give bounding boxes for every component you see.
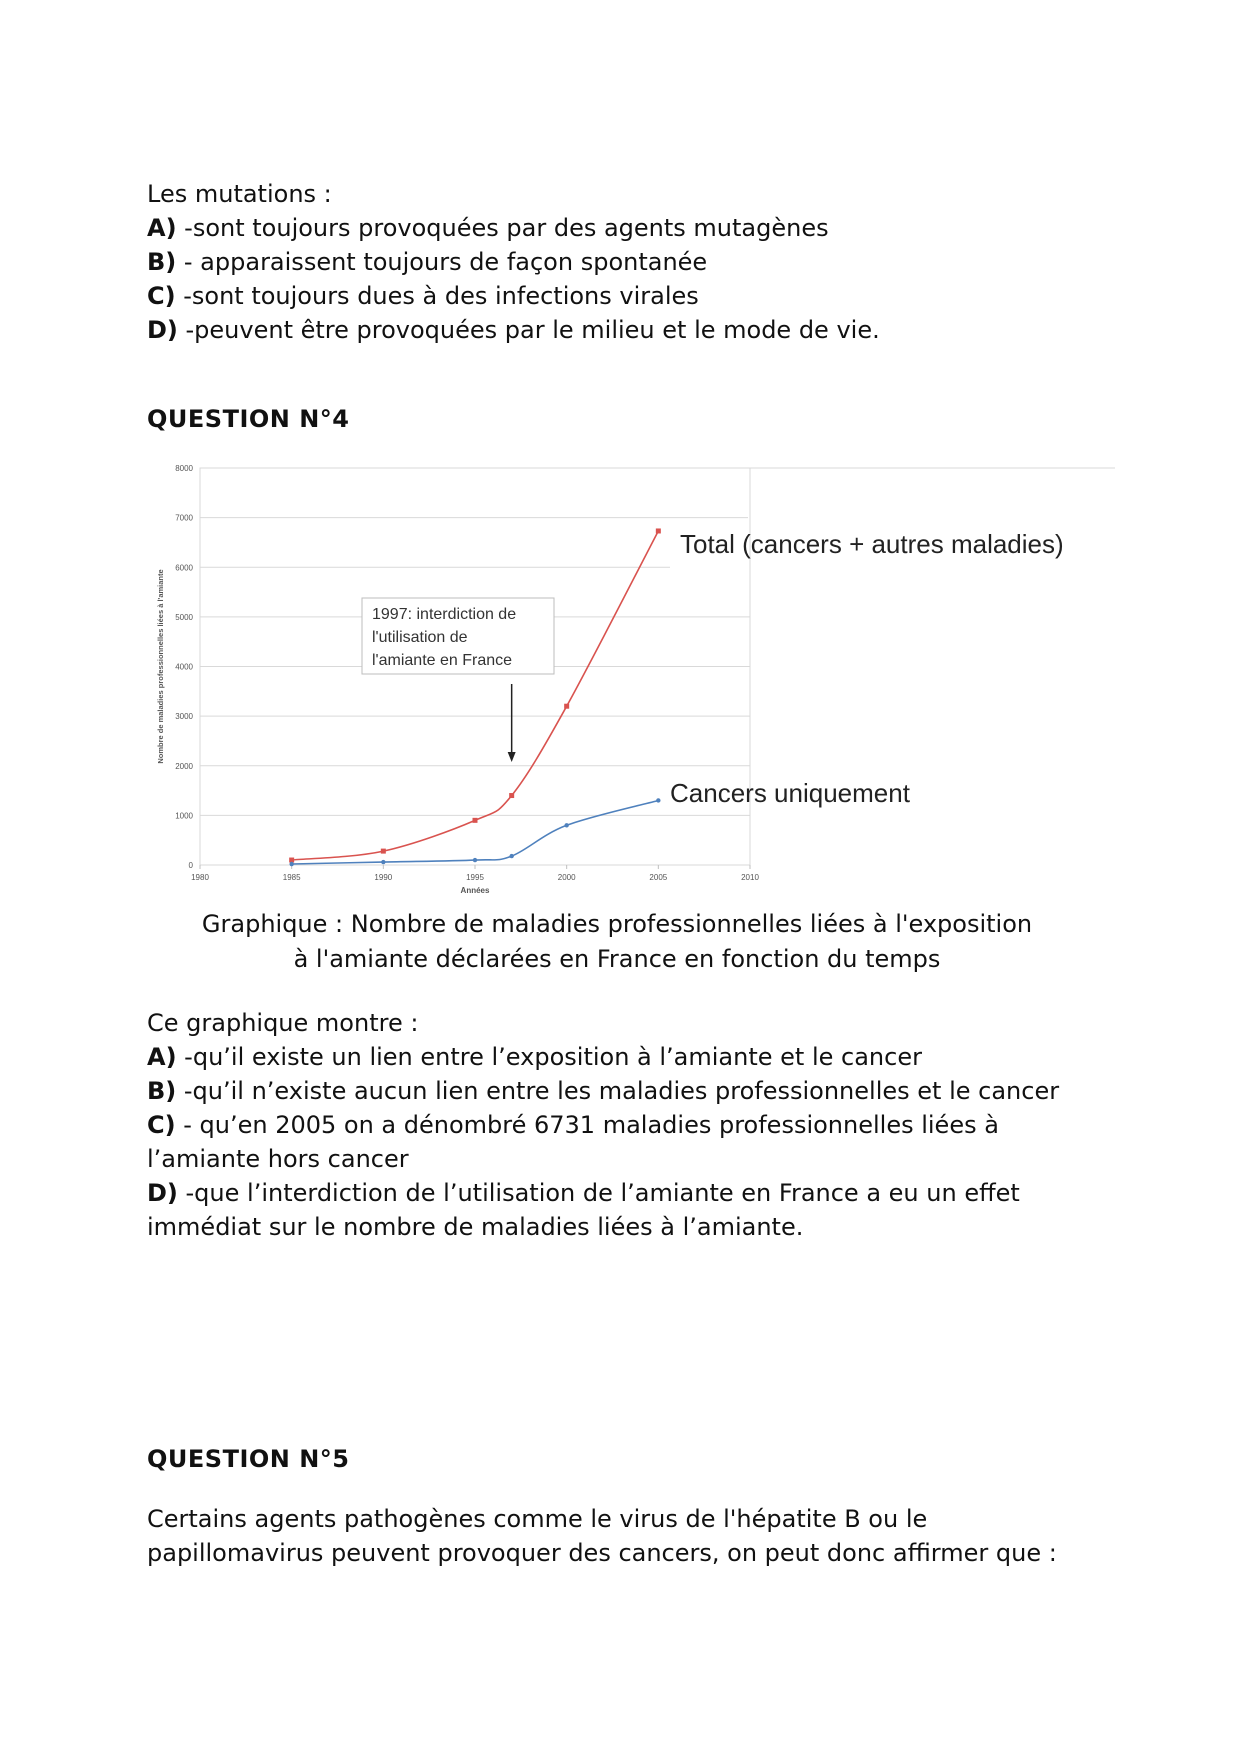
option-c: C) - qu’en 2005 on a dénombré 6731 maladies professionnelles liées à l’amiante hors cancer (147, 1111, 999, 1173)
caption-line-1: Graphique : Nombre de maladies professionnelles liées à l'exposition (201, 910, 1033, 938)
option-b: B) - apparaissent toujours de façon spontanée (147, 248, 708, 276)
annotation-text: l'utilisation de (372, 629, 468, 646)
cancers-data-point (473, 858, 477, 862)
cancers-data-point (656, 798, 660, 802)
total-data-point (656, 528, 661, 533)
annotation-text: l'amiante en France (372, 652, 513, 669)
y-tick-label: 1000 (175, 811, 193, 821)
y-tick-label: 3000 (175, 712, 193, 722)
y-axis-title: Nombre de maladies professionnelles liées à l'amiante (156, 569, 165, 764)
option-d: D) -que l’interdiction de l’utilisation de l’amiante en France a eu un effet immédiat sur le nombre de maladies liées à l’amiante. (147, 1179, 1020, 1241)
question-3-intro: Les mutations : (147, 180, 332, 208)
option-b: B) -qu’il n’existe aucun lien entre les maladies professionnelles et le cancer (147, 1077, 1060, 1105)
legend-total: Total (cancers + autres maladies) (680, 529, 1064, 559)
x-tick-label: 2005 (649, 873, 668, 882)
question-5-text: Certains agents pathogènes comme le virus de l'hépatite B ou le papillomavirus peuvent provoquer des cancers, on peut donc affirmer que : (147, 1505, 1057, 1567)
x-tick-label: 1980 (191, 873, 209, 882)
cancers-data-point (289, 862, 293, 866)
question-4-block (147, 1006, 1097, 1244)
annotation-arrow-head (508, 752, 516, 762)
cancers-data-point (564, 823, 568, 827)
total-series-line (292, 531, 659, 860)
question-4-title: QUESTION N°4 (147, 405, 350, 433)
x-tick-label: 1985 (282, 873, 301, 882)
question-3-block (147, 177, 880, 347)
y-tick-label: 8000 (175, 464, 193, 473)
y-tick-label: 4000 (175, 662, 193, 672)
y-tick-label: 6000 (175, 563, 193, 573)
annotation-text: 1997: interdiction de (372, 606, 517, 623)
option-d: D) -peuvent être provoquées par le milieu et le mode de vie. (147, 316, 880, 344)
caption-line-2: à l'amiante déclarées en France en fonction du temps (293, 945, 941, 973)
legend-cancers: Cancers uniquement (670, 778, 910, 808)
x-tick-label: 2000 (557, 873, 576, 882)
y-tick-label: 0 (188, 861, 193, 870)
option-a: A) -sont toujours provoquées par des agents mutagènes (147, 214, 829, 242)
x-axis-title: Années (460, 886, 490, 895)
asbestos-line-chart (150, 460, 1120, 900)
question-5-block (147, 1502, 1097, 1570)
cancers-series-line (292, 800, 659, 864)
x-tick-label: 1990 (374, 873, 393, 882)
cancers-data-point (381, 860, 385, 864)
question-5-title: QUESTION N°5 (147, 1445, 350, 1473)
question-4-intro: Ce graphique montre : (147, 1009, 419, 1037)
total-data-point (509, 793, 514, 798)
total-data-point (381, 849, 386, 854)
total-data-point (289, 858, 294, 863)
x-tick-label: 1995 (466, 873, 484, 882)
option-c: C) -sont toujours dues à des infections virales (147, 282, 699, 310)
y-tick-label: 2000 (175, 761, 193, 771)
chart-caption (147, 907, 1087, 977)
option-a: A) -qu’il existe un lien entre l’exposition à l’amiante et le cancer (147, 1043, 922, 1071)
y-tick-label: 7000 (175, 513, 193, 523)
total-data-point (564, 704, 569, 709)
x-tick-label: 2010 (741, 873, 759, 882)
y-tick-label: 5000 (175, 612, 193, 622)
cancers-data-point (509, 854, 513, 858)
total-data-point (473, 818, 478, 823)
